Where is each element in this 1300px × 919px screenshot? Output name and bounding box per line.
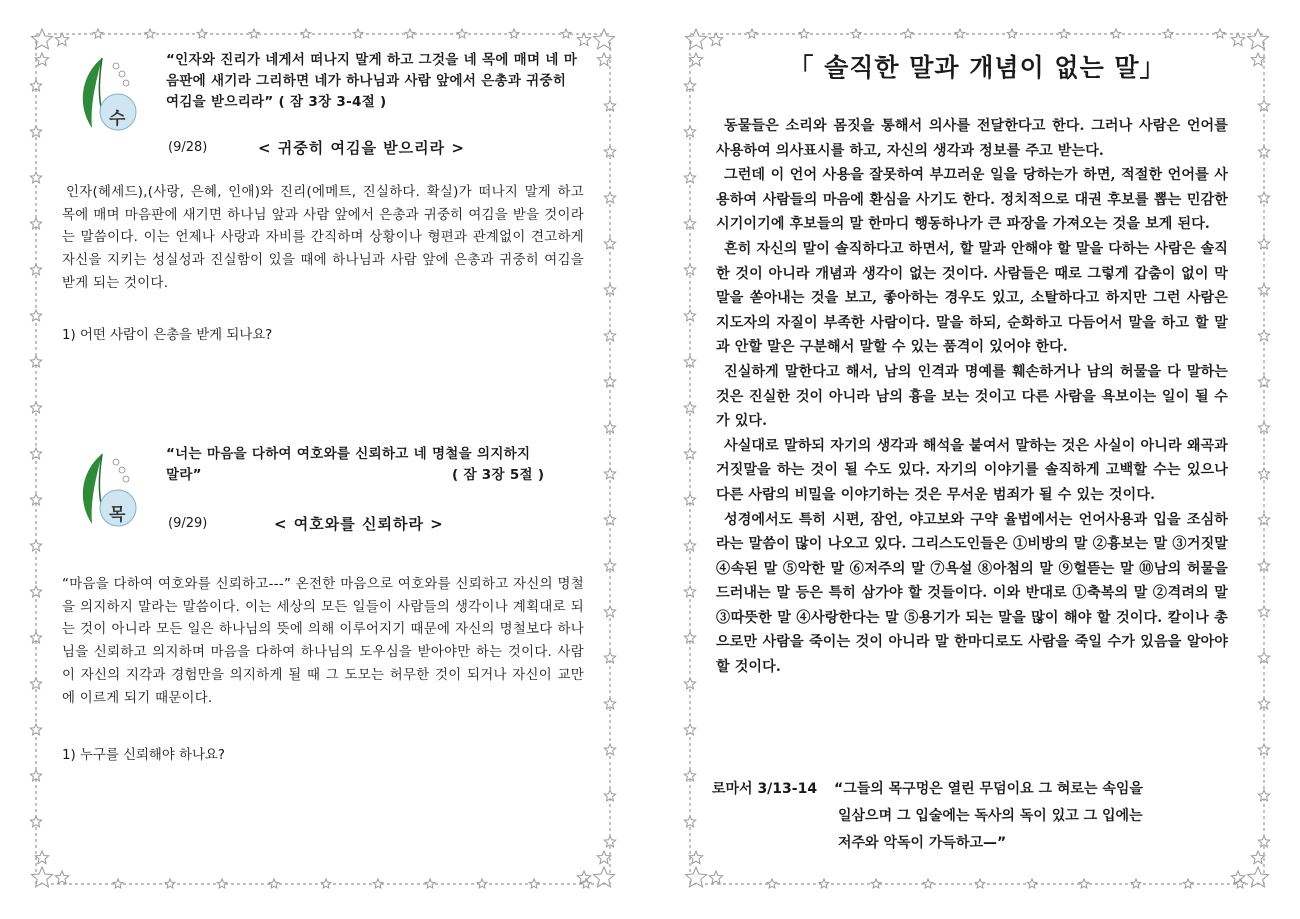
frame-star xyxy=(684,678,695,689)
frame-star xyxy=(1258,284,1269,295)
date-label: (9/28) xyxy=(168,140,208,155)
frame-star xyxy=(1258,698,1269,709)
frame-star xyxy=(1251,53,1264,66)
frame-star xyxy=(30,586,41,597)
reference-line: 저주와 악독이 가득하고—” xyxy=(838,835,1007,851)
frame-star xyxy=(1258,100,1269,111)
frame-star xyxy=(30,494,41,505)
question-text: 1) 어떤 사람이 은총을 받게 되나요? xyxy=(62,328,273,343)
frame-star xyxy=(30,356,41,367)
frame-star xyxy=(30,126,41,137)
article-body xyxy=(716,114,1228,680)
frame-star xyxy=(604,284,615,295)
reference-label: 로마서 3/13-14 xyxy=(712,781,818,797)
frame-star xyxy=(604,146,615,157)
frame-star xyxy=(689,851,702,864)
paragraph: 성경에서도 특히 시편, 잠언, 야고보와 구약 율법에서는 언어사용과 입을 조심하라는 말씀이 많이 나오고 있다. 그리스도인들은 ①비방의 말 ②흉보는 말 ③거짓말 ④속된 말 ⑤악한 말 ⑥저주의 말 ⑦욕설 ⑧아첨의 말 ⑨헐뜯는 말 ⑩남의 허물을 드러내는 말 등은 특히 삼가야 할 것들이다. 이와 반대로 ①축복의 말 ②격려의 말 ③따뜻한 말 ④사랑한다는 말 ⑤용기가 되는 말을 많이 해야 할 것이다. 칼이나 총으로만 사람을 죽이는 것이 아니라 말 한마디로도 사람을 죽일 수가 있음을 알아야 할 것이다. xyxy=(716,511,1228,676)
frame-star xyxy=(684,586,695,597)
reference-text xyxy=(834,776,1238,857)
frame-star xyxy=(30,678,41,689)
paragraph: 동물들은 소리와 몸짓을 통해서 의사를 전달한다고 한다. 그러나 사람은 언어를 사용하여 의사표시를 하고, 자신의 생각과 정보를 주고 받는다. xyxy=(716,118,1228,159)
frame-star xyxy=(684,310,695,321)
paragraph: 흔히 자신의 말이 솔직하다고 하면서, 할 말과 안해야 할 말을 다하는 사람은 솔직한 것이 아니라 개념과 생각이 없는 것이다. 사람들은 때로 그렇게 갑춤이 없이 막말을 쏟아내는 것을 보고, 좋아하는 경우도 있고, 소탈하다고 하지만 그런 사람은 지도자의 자질이 부족한 사람이다. 말을 하되, 순화하고 다듬어서 말을 하고 할 말과 안할 말은 구분해서 말할 수 있는 품격이 있어야 한다. xyxy=(716,240,1228,356)
frame-star xyxy=(1258,192,1269,203)
frame-star xyxy=(604,698,615,709)
right-page xyxy=(682,26,1272,892)
frame-star xyxy=(1258,514,1269,525)
frame-star xyxy=(604,376,615,387)
frame-star xyxy=(604,836,615,847)
frame-star xyxy=(604,514,615,525)
frame-star xyxy=(684,816,695,827)
date-label: (9/29) xyxy=(168,516,208,531)
verse-line-2: 말라” xyxy=(166,467,202,483)
frame-star xyxy=(604,100,615,111)
paragraph: 진실하게 말한다고 해서, 남의 인격과 명예를 훼손하거나 남의 허물을 다 말하는 것은 진실한 것이 아니라 남의 흉을 보는 것이고 다른 사람을 욕보이는 일이 될 수가 있다. xyxy=(716,363,1228,430)
frame-star xyxy=(684,264,695,275)
frame-star xyxy=(1248,29,1269,49)
frame-star xyxy=(604,652,615,663)
frame-star xyxy=(604,468,615,479)
paragraph: 그런데 이 언어 사용을 잘못하여 부끄러운 일을 당하는가 하면, 적절한 언어를 사용하여 사람들의 마음에 환심을 사기도 한다. 정치적으로 대권 후보를 뽑는 민감한 시기이기에 후보들의 말 한마디 행동하나가 큰 파장을 가져오는 것을 보게 된다. xyxy=(716,167,1228,233)
frame-star xyxy=(30,448,41,459)
frame-star xyxy=(1258,238,1269,249)
frame-star xyxy=(1258,146,1269,157)
frame-star xyxy=(32,29,53,49)
frame-star xyxy=(604,192,615,203)
badge-day-label: 수 xyxy=(109,109,126,129)
frame-star xyxy=(604,744,615,755)
frame-star xyxy=(1258,376,1269,387)
frame-star xyxy=(684,126,695,137)
frame-star xyxy=(597,851,610,864)
frame-star xyxy=(684,494,695,505)
lily-badge-icon xyxy=(72,54,146,134)
frame-star xyxy=(594,29,615,49)
frame-star xyxy=(1258,330,1269,341)
frame-star xyxy=(604,606,615,617)
paragraph: 사실대로 말하되 자기의 생각과 해석을 붙여서 말하는 것은 사실이 아니라 왜곡과 거짓말을 하는 것이 될 수도 있다. 자기의 이야기를 솔직하게 고백할 수는 있으나 다른 사람의 비밀을 이야기하는 것은 무서운 범죄가 될 수 있는 것이다. xyxy=(716,437,1228,503)
reference-line: “그들의 목구멍은 열린 무덤이요 그 혀로는 속임을 xyxy=(834,781,1143,797)
frame-star xyxy=(604,238,615,249)
frame-star xyxy=(597,53,610,66)
frame-star xyxy=(30,310,41,321)
section-heading: < 여호와를 신뢰하라 > xyxy=(274,515,444,533)
frame-star xyxy=(604,560,615,571)
frame-star xyxy=(30,632,41,643)
frame-star xyxy=(35,851,48,864)
frame-star xyxy=(30,172,41,183)
frame-star xyxy=(686,29,707,49)
badge-day-label: 목 xyxy=(109,505,126,525)
frame-star xyxy=(35,53,48,66)
frame-star xyxy=(30,724,41,735)
frame-star xyxy=(684,172,695,183)
section-body: 인자(헤세드),(사랑, 은혜, 인애)와 진리(에메트, 진실하다. 확실)가 떠나지 말게 하고 목에 매며 마음판에 새기면 하나님 앞과 사람 앞에서 은총과 귀중히 여김을 받을 것이라는 말씀이다. 이는 언제나 사랑과 자비를 간직하며 상황이나 형편과 관계없이 견고하게 자신을 지키는 성실성과 진실함이 있을 때에 하나님과 사람 앞에 은총과 귀중히 여김을 받게 되는 것이다. xyxy=(62,185,584,291)
frame-star xyxy=(684,356,695,367)
frame-star xyxy=(604,790,615,801)
frame-star xyxy=(1258,790,1269,801)
frame-star xyxy=(1258,560,1269,571)
left-page xyxy=(28,26,618,892)
verse-line-1: “너는 마음을 다하여 여호와를 신뢰하고 네 명철을 의지하지 xyxy=(166,446,531,462)
frame-star xyxy=(30,80,41,91)
question-text: 1) 누구를 신뢰해야 하나요? xyxy=(62,748,225,763)
frame-star xyxy=(1258,744,1269,755)
frame-star xyxy=(30,218,41,229)
frame-star xyxy=(30,770,41,781)
frame-star xyxy=(684,770,695,781)
verse-text: “인자와 진리가 네게서 떠나지 말게 하고 그것을 네 목에 매며 네 마음판에 새기라 그리하면 네가 하나님과 사람 앞에서 은총과 귀중히 여김을 받으리라” ( 잠 3장 3-4절 ) xyxy=(166,52,578,110)
frame-star xyxy=(684,724,695,735)
frame-star xyxy=(684,80,695,91)
frame-star xyxy=(30,264,41,275)
frame-star xyxy=(1258,836,1269,847)
frame-star xyxy=(689,53,702,66)
frame-star xyxy=(30,540,41,551)
lily-badge-icon xyxy=(72,450,146,530)
frame-star xyxy=(684,540,695,551)
frame-star xyxy=(604,330,615,341)
verse-reference: ( 잠 3장 5절 ) xyxy=(452,467,545,483)
frame-star xyxy=(30,816,41,827)
frame-star xyxy=(30,402,41,413)
frame-star xyxy=(684,448,695,459)
frame-star xyxy=(1258,606,1269,617)
frame-star xyxy=(1258,422,1269,433)
frame-star xyxy=(604,422,615,433)
page-title: 「 솔직한 말과 개념이 없는 말」 xyxy=(788,53,1166,82)
frame-star xyxy=(1258,652,1269,663)
section-body: “마음을 다하여 여호와를 신뢰하고---” 온전한 마음으로 여호와를 신뢰하고 자신의 명철을 의지하지 말라는 말씀이다. 이는 세상의 모든 일들이 사람들의 생각이나 계획대로 되는 것이 아니라 모든 일은 하나님의 뜻에 의해 이루어지기 때문에 자신의 명철보다 하나님을 신뢰하고 의지하며 마음을 다하여 하나님의 도우심을 받아야만 하는 것이다. 사람이 자신의 지각과 경험만을 의지하게 될 때 그 도모는 허무한 것이 되거나 자신이 교만에 이르게 되기 때문이다. xyxy=(62,577,584,706)
frame-star xyxy=(684,632,695,643)
section-heading: < 귀중히 여김을 받으리라 > xyxy=(258,139,465,157)
frame-star xyxy=(684,218,695,229)
frame-star xyxy=(1251,851,1264,864)
frame-star xyxy=(684,402,695,413)
reference-line: 일삼으며 그 입술에는 독사의 독이 있고 그 입에는 xyxy=(838,808,1143,824)
frame-star xyxy=(1258,468,1269,479)
